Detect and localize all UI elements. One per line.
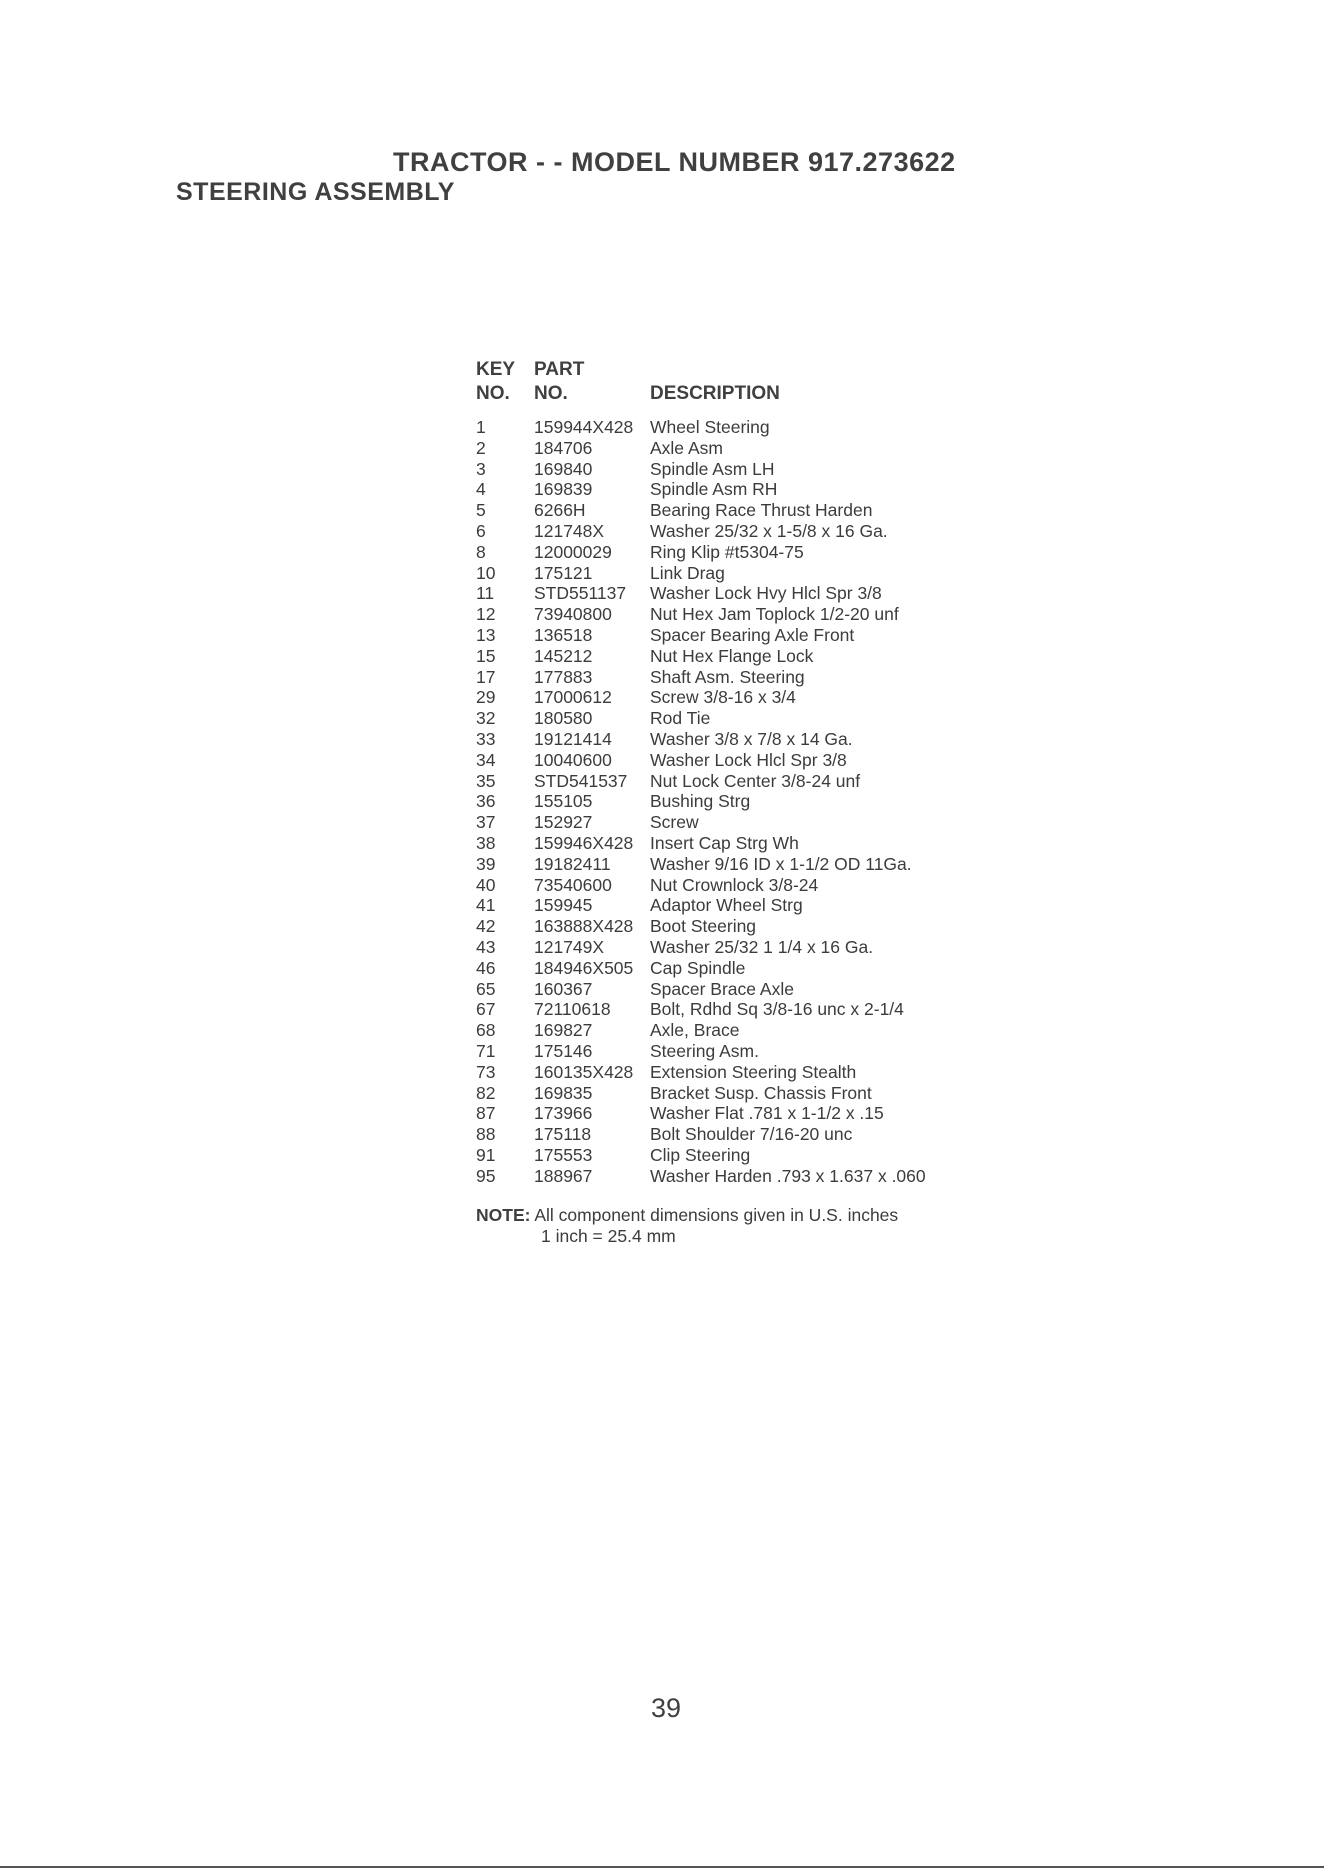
part-number: STD551137: [534, 583, 627, 604]
part-description: Bolt Shoulder 7/16-20 unc: [650, 1124, 853, 1145]
part-key-no: 35: [476, 770, 496, 791]
part-key-no: 17: [476, 666, 496, 687]
part-key-no: 87: [476, 1103, 496, 1124]
part-key-no: 38: [476, 832, 496, 853]
part-number: 121748X: [534, 520, 605, 541]
part-number: 160135X428: [534, 1061, 634, 1082]
part-description: Nut Hex Flange Lock: [650, 645, 814, 666]
part-number: 169827: [534, 1020, 593, 1041]
note-label: NOTE:: [476, 1205, 531, 1225]
part-key-no: 40: [476, 874, 496, 895]
part-number: 163888X428: [534, 916, 634, 937]
part-key-no: 46: [476, 957, 496, 978]
part-number: STD541537: [534, 770, 628, 791]
part-key-no: 88: [476, 1124, 496, 1145]
part-description: Washer Flat .781 x 1-1/2 x .15: [650, 1103, 884, 1124]
part-key-no: 67: [476, 999, 496, 1020]
part-description: Cap Spindle: [650, 957, 746, 978]
part-number: 159946X428: [534, 832, 634, 853]
part-description: Shaft Asm. Steering: [650, 666, 805, 687]
part-number: 173966: [534, 1103, 593, 1124]
part-key-no: 8: [476, 541, 486, 562]
part-key-no: 15: [476, 645, 496, 666]
part-key-no: 91: [476, 1144, 496, 1165]
part-description: Washer Lock Hlcl Spr 3/8: [650, 749, 847, 770]
part-description: Extension Steering Stealth: [650, 1061, 857, 1082]
part-key-no: 29: [476, 687, 496, 708]
part-number: 175553: [534, 1144, 593, 1165]
part-number: 145212: [534, 645, 593, 666]
part-description: Link Drag: [650, 562, 725, 583]
part-key-no: 13: [476, 624, 496, 645]
part-description: Washer 9/16 ID x 1-1/2 OD 11Ga.: [650, 853, 912, 874]
part-number: 177883: [534, 666, 593, 687]
part-key-no: 42: [476, 916, 496, 937]
part-description: Spindle Asm RH: [650, 479, 778, 500]
header-part-label: PART: [534, 359, 585, 380]
part-key-no: 37: [476, 812, 496, 833]
part-key-no: 1: [476, 417, 486, 437]
part-number: 169839: [534, 479, 593, 500]
part-number: 10040600: [534, 749, 612, 770]
part-number: 152927: [534, 812, 593, 833]
header-key-no: NO.: [476, 383, 510, 404]
part-key-no: 11: [476, 583, 495, 604]
header-key-label: KEY: [476, 359, 516, 380]
part-key-no: 32: [476, 708, 496, 729]
part-description: Axle Asm: [650, 437, 723, 458]
part-key-no: 34: [476, 749, 496, 770]
part-number: 159944X428: [534, 417, 634, 437]
part-number: 169840: [534, 458, 593, 479]
part-key-no: 41: [476, 895, 496, 916]
note-text: All component dimensions given in U.S. inches: [534, 1205, 899, 1225]
part-number: 175121: [534, 562, 593, 583]
part-description: Spacer Bearing Axle Front: [650, 624, 855, 645]
part-description: Bracket Susp. Chassis Front: [650, 1082, 872, 1103]
part-description: Bearing Race Thrust Harden: [650, 500, 873, 521]
part-description: Clip Steering: [650, 1144, 751, 1165]
part-number: 184946X505: [534, 957, 634, 978]
part-description: Spindle Asm LH: [650, 458, 775, 479]
bottom-rule: [0, 1866, 1324, 1868]
part-key-no: 82: [476, 1082, 496, 1103]
part-key-no: 95: [476, 1165, 496, 1186]
part-key-no: 12: [476, 604, 496, 625]
part-number: 19121414: [534, 728, 612, 749]
part-number: 6266H: [534, 500, 586, 521]
part-description: Steering Asm.: [650, 1040, 759, 1061]
part-number: 184706: [534, 437, 593, 458]
note-line-1: [476, 1205, 898, 1226]
part-number: 19182411: [534, 853, 611, 874]
part-description: Rod Tie: [650, 708, 711, 729]
part-number: 188967: [534, 1165, 593, 1186]
section-title: STEERING ASSEMBLY: [176, 178, 455, 206]
part-key-no: 36: [476, 791, 496, 812]
part-description: Nut Lock Center 3/8-24 unf: [650, 770, 861, 791]
part-number: 169835: [534, 1082, 593, 1103]
part-number: 136518: [534, 624, 593, 645]
part-key-no: 4: [476, 479, 486, 500]
part-number: 73540600: [534, 874, 612, 895]
part-description: Screw 3/8-16 x 3/4: [650, 687, 796, 708]
header-description: DESCRIPTION: [650, 383, 780, 404]
part-description: Wheel Steering: [650, 417, 770, 437]
part-description: Adaptor Wheel Strg: [650, 895, 803, 916]
part-description: Washer Lock Hvy Hlcl Spr 3/8: [650, 583, 882, 604]
part-description: Screw: [650, 812, 699, 833]
part-key-no: 73: [476, 1061, 496, 1082]
part-number: 12000029: [534, 541, 612, 562]
part-number: 180580: [534, 708, 593, 729]
part-number: 160367: [534, 978, 593, 999]
part-description: Washer Harden .793 x 1.637 x .060: [650, 1165, 926, 1186]
part-key-no: 68: [476, 1020, 496, 1041]
page-number: 39: [651, 1693, 682, 1723]
part-key-no: 43: [476, 936, 496, 957]
part-number: 155105: [534, 791, 593, 812]
part-description: Nut Hex Jam Toplock 1/2-20 unf: [650, 604, 899, 625]
part-description: Spacer Brace Axle: [650, 978, 794, 999]
header-part-no: NO.: [534, 383, 568, 404]
part-key-no: 39: [476, 853, 496, 874]
part-description: Nut Crownlock 3/8-24: [650, 874, 819, 895]
part-description: Boot Steering: [650, 916, 757, 937]
part-description: Ring Klip #t5304-75: [650, 541, 804, 562]
part-number: 159945: [534, 895, 593, 916]
part-key-no: 6: [476, 520, 486, 541]
part-number: 175118: [534, 1124, 592, 1145]
part-number: 121749X: [534, 936, 605, 957]
page-title: TRACTOR - - MODEL NUMBER 917.273622: [393, 147, 956, 177]
part-description: Bolt, Rdhd Sq 3/8-16 unc x 2-1/4: [650, 999, 904, 1020]
part-key-no: 2: [476, 437, 486, 458]
part-key-no: 71: [476, 1040, 496, 1061]
part-number: 17000612: [534, 687, 612, 708]
part-description: Bushing Strg: [650, 791, 751, 812]
part-description: Washer 3/8 x 7/8 x 14 Ga.: [650, 728, 853, 749]
part-description: Axle, Brace: [650, 1020, 740, 1041]
part-key-no: 33: [476, 728, 496, 749]
part-description: Insert Cap Strg Wh: [650, 832, 799, 853]
part-number: 73940800: [534, 604, 612, 625]
part-key-no: 10: [476, 562, 496, 583]
part-key-no: 3: [476, 458, 486, 479]
part-number: 72110618: [534, 999, 611, 1020]
part-key-no: 5: [476, 500, 486, 521]
part-description: Washer 25/32 x 1-5/8 x 16 Ga.: [650, 520, 888, 541]
part-key-no: 65: [476, 978, 496, 999]
part-number: 175146: [534, 1040, 593, 1061]
note-line-2: 1 inch = 25.4 mm: [541, 1226, 676, 1246]
part-description: Washer 25/32 1 1/4 x 16 Ga.: [650, 936, 874, 957]
note: [476, 1205, 898, 1247]
